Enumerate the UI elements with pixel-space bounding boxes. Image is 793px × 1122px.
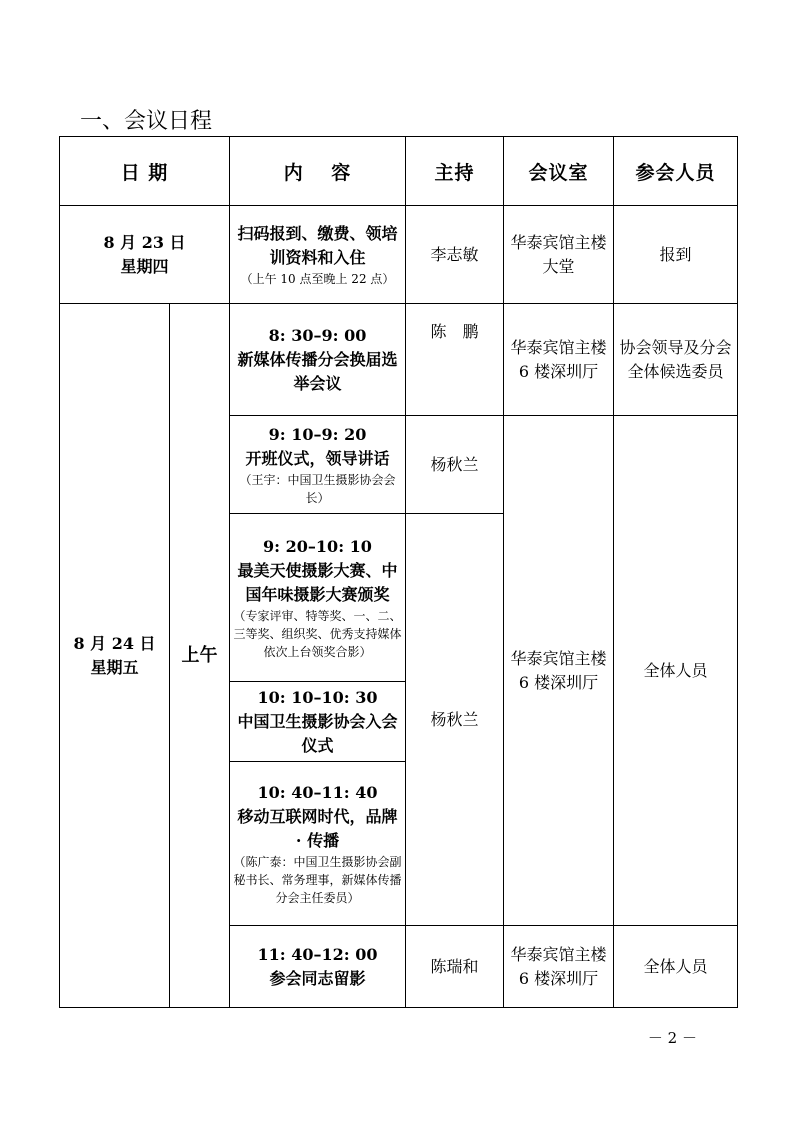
- day2-period-text: 上午: [181, 644, 218, 666]
- arrival-date-day: 8 月 23 日: [103, 232, 186, 252]
- session-6-attendees: [614, 926, 738, 1008]
- arrival-date-weekday: 星期四: [120, 256, 169, 276]
- session-1-content: [230, 304, 406, 416]
- day2-period: [170, 304, 230, 1008]
- session-1-room: [504, 304, 614, 416]
- session-6-room-text: 华泰宾馆主楼 6 楼深圳厅: [510, 944, 607, 988]
- day2-date-weekday: 星期五: [90, 657, 139, 677]
- sessions-3-5-host-text: 杨秋兰: [430, 709, 479, 729]
- session-4-time: 10: 10–10: 30: [257, 687, 378, 707]
- arrival-room-text: 华泰宾馆主楼大堂: [510, 232, 607, 276]
- session-3-content: [230, 514, 406, 682]
- page-number: － 2 －: [647, 1029, 697, 1047]
- session-6-title: 参会同志留影: [269, 968, 366, 988]
- session-1-room-text: 华泰宾馆主楼 6 楼深圳厅: [510, 337, 607, 381]
- header-row: [60, 137, 738, 206]
- header-date: 日 期: [60, 137, 230, 206]
- day2-date-day: 8 月 24 日: [73, 633, 156, 653]
- arrival-host-text: 李志敏: [430, 244, 479, 264]
- sessions-2-5-room: [504, 416, 614, 926]
- sessions-2-5-attendees: [614, 416, 738, 926]
- session-2-host: [406, 416, 504, 514]
- session-2-host-text: 杨秋兰: [430, 454, 479, 474]
- session-5-content: [230, 762, 406, 926]
- session-3-note: （专家评审、特等奖、一、二、三等奖、组织奖、优秀支持媒体依次上台领奖合影）: [233, 608, 402, 659]
- session-2-content: [230, 416, 406, 514]
- arrival-date: [60, 206, 230, 304]
- arrival-host: [406, 206, 504, 304]
- sessions-2-5-attendees-text: 全体人员: [643, 660, 708, 680]
- session-2-title: 开班仪式，领导讲话: [245, 448, 390, 468]
- arrival-content: [230, 206, 406, 304]
- arrival-content-note: （上午 10 点至晚上 22 点）: [240, 271, 395, 286]
- sessions-3-5-host: [406, 514, 504, 926]
- session-1-time: 8: 30–9: 00: [268, 325, 367, 345]
- session-1-attendees-text: 协会领导及分会全体候选委员: [619, 337, 732, 381]
- session-1-host-text: 陈 鹏: [430, 322, 479, 341]
- session-6-attendees-text: 全体人员: [643, 956, 708, 976]
- arrival-content-main: 扫码报到、缴费、领培训资料和入住: [237, 223, 398, 267]
- day2-date: [60, 304, 170, 1008]
- session-3-title: 最美天使摄影大赛、中国年味摄影大赛颁奖: [237, 560, 398, 604]
- session-2-time: 9: 10–9: 20: [268, 424, 367, 444]
- session-1-attendees: [614, 304, 738, 416]
- session-1-title: 新媒体传播分会换届选举会议: [237, 349, 398, 393]
- arrival-room: [504, 206, 614, 304]
- schedule-table: [59, 136, 738, 1008]
- session-1-host: [406, 304, 504, 416]
- session-4-content: [230, 682, 406, 762]
- session-5-title: 移动互联网时代，品牌 · 传播: [237, 806, 398, 850]
- header-room: 会议室: [504, 137, 614, 206]
- session-6-host: [406, 926, 504, 1008]
- session-6-host-text: 陈瑞和: [430, 956, 479, 976]
- session-4-title: 中国卫生摄影协会入会仪式: [237, 711, 398, 755]
- section-title: 一、会议日程: [80, 109, 213, 134]
- session-3-time: 9: 20–10: 10: [263, 536, 372, 556]
- arrival-attendees: [614, 206, 738, 304]
- session-5-time: 10: 40–11: 40: [257, 782, 378, 802]
- arrival-attendees-text: 报到: [659, 244, 692, 264]
- header-content: 内 容: [230, 137, 406, 206]
- header-attendees: 参会人员: [614, 137, 738, 206]
- session-6-time: 11: 40–12: 00: [257, 944, 378, 964]
- session-6-content: [230, 926, 406, 1008]
- session-2-note: （王宇：中国卫生摄影协会会长）: [239, 472, 396, 505]
- header-host: 主持: [406, 137, 504, 206]
- sessions-2-5-room-text: 华泰宾馆主楼 6 楼深圳厅: [510, 648, 607, 692]
- session-6-room: [504, 926, 614, 1008]
- table-row-session-1: [60, 304, 738, 416]
- table-row-arrival: [60, 206, 738, 304]
- session-5-note: （陈广泰：中国卫生摄影协会副秘书长、常务理事，新媒体传播分会主任委员）: [233, 854, 402, 905]
